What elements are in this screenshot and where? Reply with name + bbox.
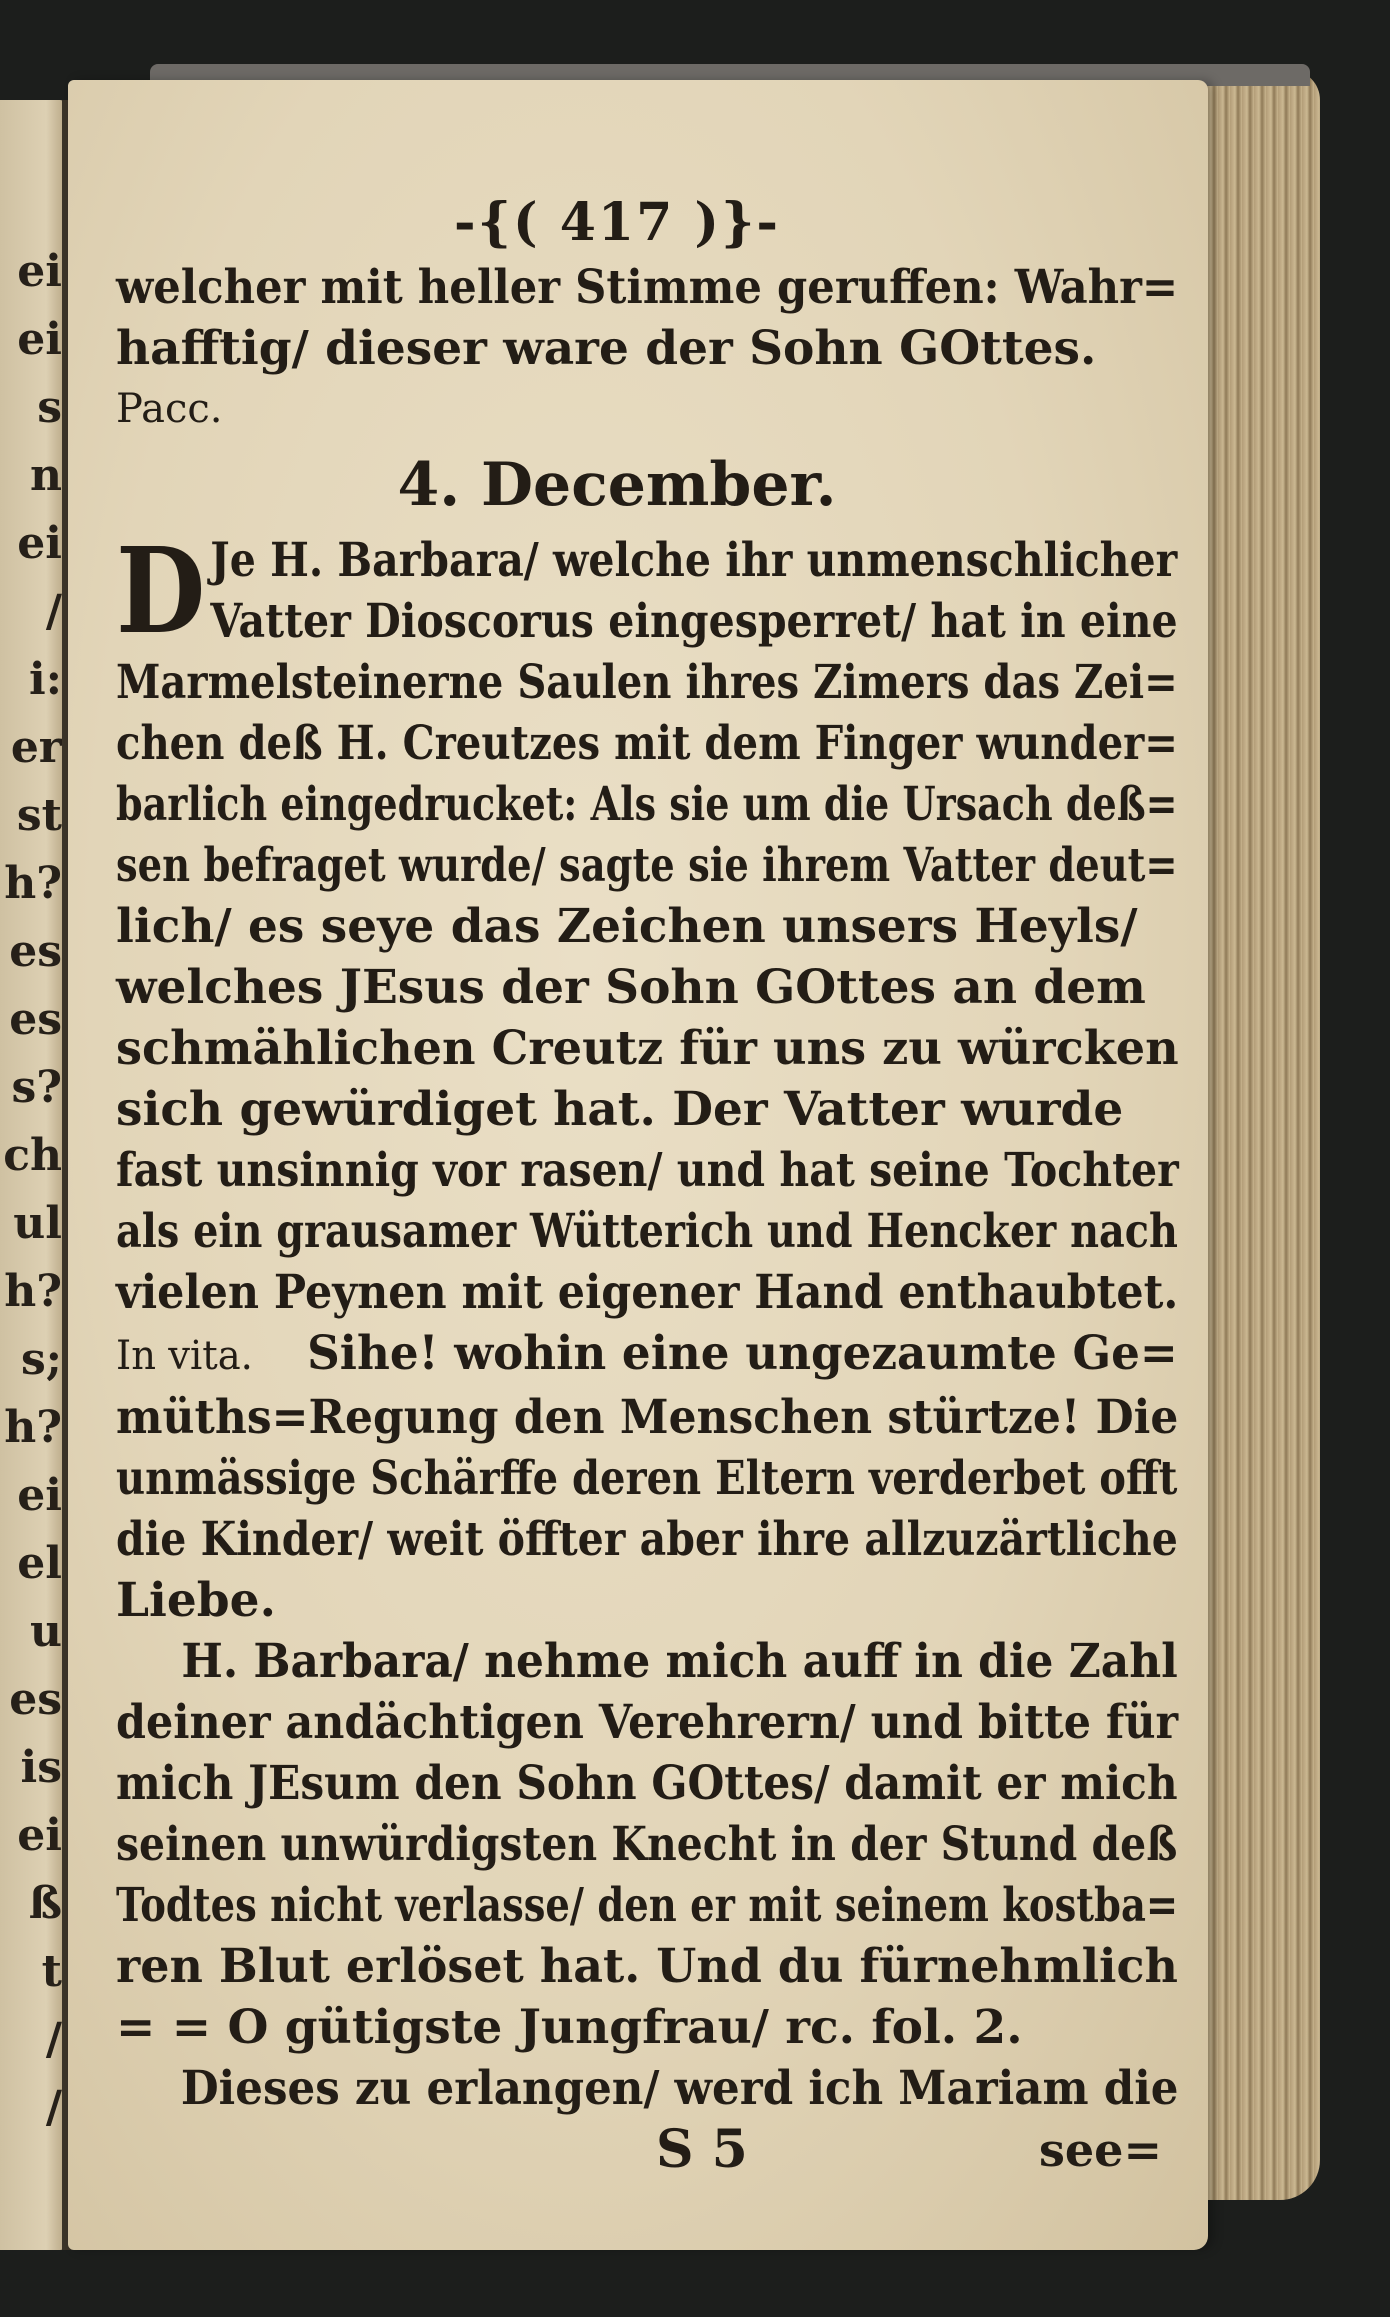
text-line: deiner andächtigen Verehrern/ und bitte für — [116, 1695, 1179, 1750]
left-page-fragment: s — [37, 382, 62, 433]
text-line: Dieses zu erlangen/ werd ich Mariam die — [180, 2061, 1179, 2116]
text-line: Todtes nicht verlasse/ den er mit seinem kostba= — [116, 1878, 1179, 1933]
page-footer — [116, 2119, 1178, 2189]
left-page-fragment: / — [45, 2014, 62, 2065]
left-page-fragment: es — [9, 994, 62, 1045]
text-line: lich/ es seye das Zeichen unsers Heyls/ — [116, 899, 1138, 954]
left-page-fragment: es — [9, 926, 62, 977]
text-line: vielen Peynen mit eigener Hand enthaubtet. — [116, 1265, 1179, 1320]
text-line: mich JEsum den Sohn GOttes/ damit er mich — [116, 1756, 1178, 1811]
text-line: sich gewürdiget hat. Der Vatter wurde — [116, 1082, 1124, 1137]
left-page-fragment: ei — [17, 246, 62, 297]
text-line: barlich eingedrucket: Als sie um die Ursach deß= — [116, 777, 1178, 832]
left-page-fragment: i: — [29, 654, 62, 705]
text-line: welches JEsus der Sohn GOttes an dem — [116, 960, 1146, 1015]
text-line: unmässige Schärffe deren Eltern verderbet offt — [116, 1451, 1178, 1506]
left-page-fragment: ei — [17, 314, 62, 365]
catchword: see= — [1039, 2123, 1162, 2177]
text-line: Marmelsteinerne Saulen ihres Zimers das Zei= — [116, 655, 1178, 710]
date-heading: 4. December. — [397, 450, 837, 520]
left-page-fragment: / — [45, 2082, 62, 2133]
text-line: In vita. Sihe! wohin eine ungezaumte Ge= — [116, 1326, 1178, 1381]
text-line: Liebe. — [116, 1573, 276, 1628]
text-line: chen deß H. Creutzes mit dem Finger wunder= — [116, 716, 1178, 771]
text-line: die Kinder/ weit öffter aber ihre allzuzärtliche — [116, 1512, 1178, 1567]
left-page-fragment: h? — [4, 858, 62, 909]
left-page-fragment: er — [10, 722, 62, 773]
page-text — [116, 192, 1178, 2189]
text-line: H. Barbara/ nehme mich auff in die Zahl — [181, 1634, 1178, 1689]
book-page — [68, 80, 1208, 2250]
text-line: sen befraget wurde/ sagte sie ihrem Vatter deut= — [116, 838, 1178, 893]
left-page-fragment: ul — [13, 1198, 62, 1249]
source-reference: In vita. — [116, 1333, 253, 1379]
text-line: als ein grausamer Wütterich und Hencker nach — [116, 1204, 1178, 1259]
text-line: Vatter Dioscorus eingesperret/ hat in eine — [210, 594, 1178, 649]
source-reference: Pacc. — [116, 386, 223, 432]
left-page-fragment: u — [30, 1606, 62, 1657]
facing-left-page — [0, 100, 66, 2250]
left-page-fragment: t — [41, 1946, 62, 1997]
left-page-fragment: el — [17, 1538, 62, 1589]
text-line: seinen unwürdigsten Knecht in der Stund deß — [116, 1817, 1178, 1872]
text-line: welcher mit heller Stimme geruffen: Wahr= — [116, 260, 1179, 315]
text-line: fast unsinnig vor rasen/ und hat seine Tochter — [116, 1143, 1179, 1198]
text-line: ren Blut erlöset hat. Und du fürnehmlich — [116, 1939, 1178, 1994]
text-line: D Je H. Barbara/ welche ihr unmenschlicher — [116, 521, 1178, 660]
left-page-fragment: is — [20, 1742, 62, 1793]
text-line: schmählichen Creutz für uns zu würcken — [116, 1021, 1179, 1076]
text-line: hafftig/ dieser ware der Sohn GOttes. — [116, 321, 1097, 376]
left-page-fragment: ß — [28, 1878, 62, 1929]
left-page-fragment: ei — [17, 518, 62, 569]
signature-mark: S 5 — [656, 2119, 748, 2180]
left-page-fragment: st — [16, 790, 62, 841]
left-page-fragment: es — [9, 1674, 62, 1725]
left-page-fragment: / — [45, 586, 62, 637]
text-line: = = O gütigste Jungfrau/ rc. fol. 2. — [116, 2000, 1023, 2055]
left-page-fragment: ei — [17, 1810, 62, 1861]
left-page-fragment: n — [30, 450, 62, 501]
text-line: müths=Regung den Menschen stürtze! Die — [116, 1390, 1179, 1445]
left-page-fragment: h? — [4, 1402, 62, 1453]
left-page-fragment: ch — [3, 1130, 62, 1181]
left-page-fragment: ei — [17, 1470, 62, 1521]
left-page-fragment: h? — [4, 1266, 62, 1317]
left-page-fragment: s; — [20, 1334, 62, 1385]
drop-cap: D — [116, 521, 206, 660]
left-page-fragment: s? — [11, 1062, 62, 1113]
page-header: -{( 417 )}- — [453, 192, 780, 253]
